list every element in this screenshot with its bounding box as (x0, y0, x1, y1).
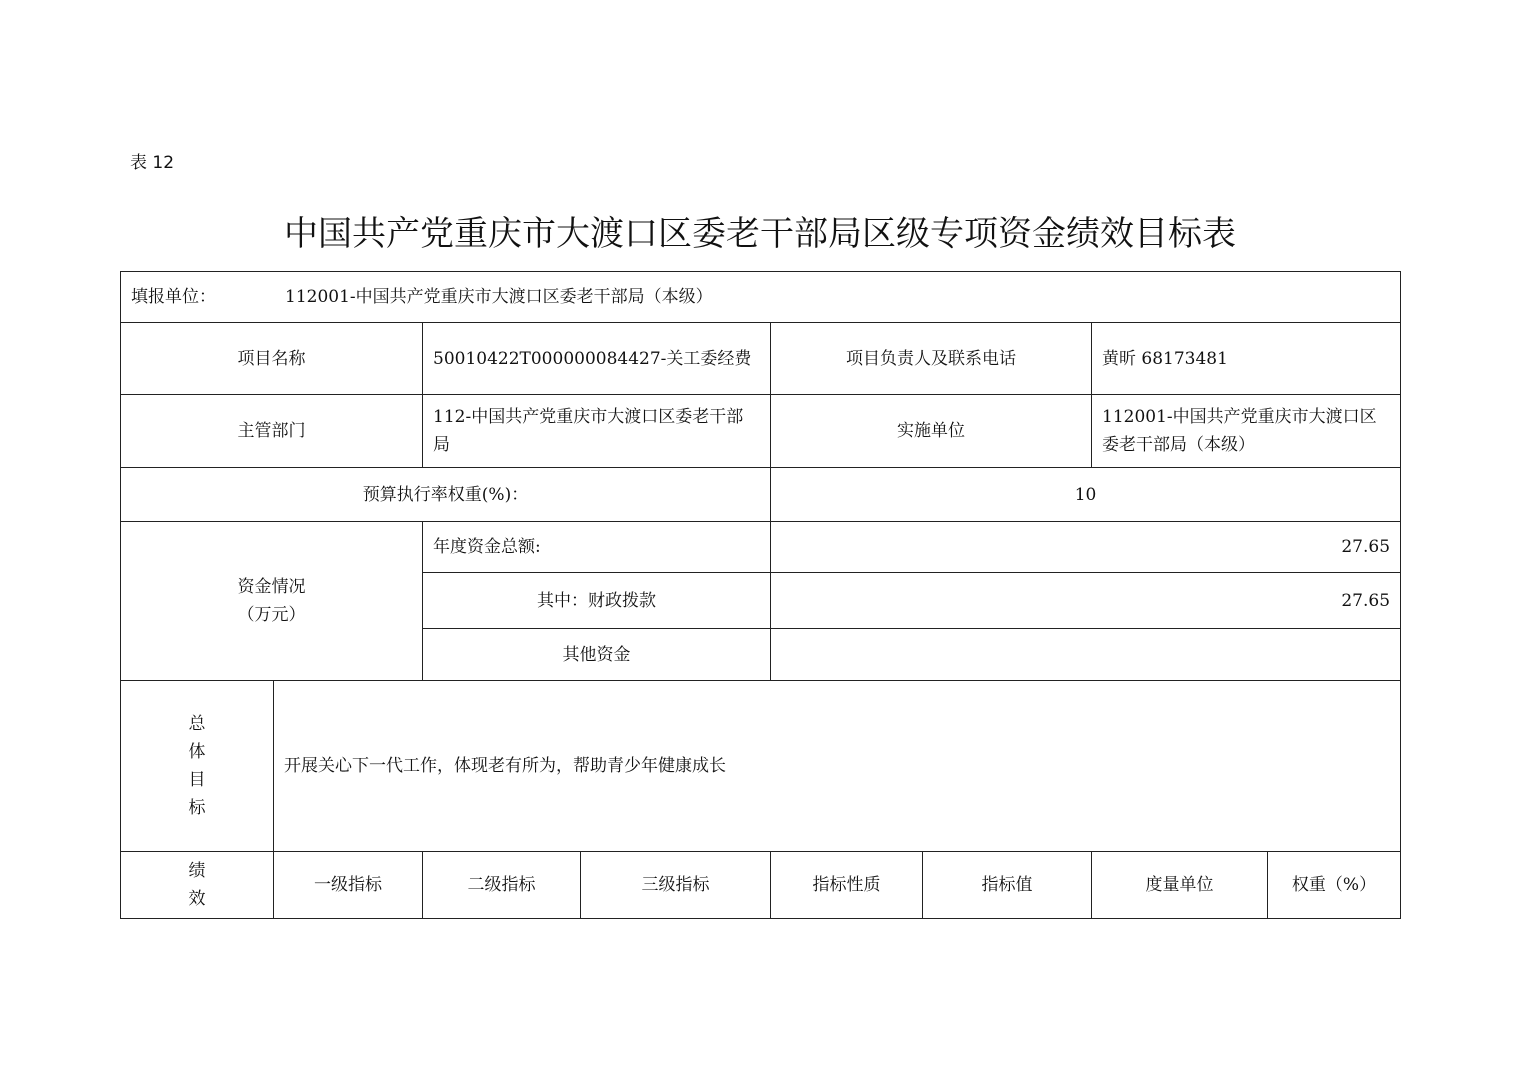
overall-goal-char: 目 (188, 770, 206, 790)
document-title: 中国共产党重庆市大渡口区委老干部局区级专项资金绩效目标表 (284, 214, 1236, 254)
overall-goal-text: 开展关心下一代工作，体现老有所为，帮助青少年健康成长 (274, 681, 1401, 852)
header-indicator-value: 指标值 (923, 852, 1092, 919)
performance-char: 绩 (188, 861, 206, 881)
fill-unit-row (121, 272, 1401, 323)
header-measure-unit: 度量单位 (1092, 852, 1268, 919)
project-owner-value: 黄昕 68173481 (1092, 323, 1401, 395)
performance-target-table (120, 271, 1401, 919)
annual-funds-value: 27.65 (771, 522, 1401, 573)
other-funds-label: 其他资金 (423, 629, 771, 681)
fiscal-funds-value: 27.65 (771, 573, 1401, 629)
fill-unit-cell (121, 272, 1401, 323)
impl-unit-value: 112001-中国共产党重庆市大渡口区委老干部局（本级） (1092, 395, 1401, 468)
funds-label (121, 522, 423, 681)
annual-funds-row (121, 522, 1401, 573)
budget-weight-row (121, 468, 1401, 522)
overall-goal-row (121, 681, 1401, 852)
impl-unit-label: 实施单位 (771, 395, 1092, 468)
overall-goal-char: 体 (188, 742, 206, 762)
department-row (121, 395, 1401, 468)
budget-weight-label: 预算执行率权重(%)： (121, 468, 771, 522)
header-indicator-nature: 指标性质 (771, 852, 923, 919)
project-owner-label: 项目负责人及联系电话 (771, 323, 1092, 395)
performance-header-row (121, 852, 1401, 919)
header-level3-indicator: 三级指标 (581, 852, 771, 919)
fiscal-funds-label: 其中：财政拨款 (423, 573, 771, 629)
performance-label (121, 852, 274, 919)
performance-char: 效 (188, 889, 206, 909)
other-funds-value (771, 629, 1401, 681)
overall-goal-label (121, 681, 274, 852)
fill-unit-value: 112001-中国共产党重庆市大渡口区委老干部局（本级） (285, 287, 713, 307)
table-number-label: 表 12 (130, 153, 175, 173)
overall-goal-char: 总 (188, 714, 206, 734)
budget-weight-value: 10 (771, 468, 1401, 522)
header-level2-indicator: 二级指标 (423, 852, 581, 919)
funds-label-line2: （万元） (237, 605, 306, 625)
project-name-value: 50010422T000000084427-关工委经费 (423, 323, 771, 395)
dept-value: 112-中国共产党重庆市大渡口区委老干部局 (423, 395, 771, 468)
header-level1-indicator: 一级指标 (274, 852, 423, 919)
project-name-label: 项目名称 (121, 323, 423, 395)
annual-funds-label: 年度资金总额: (423, 522, 771, 573)
funds-label-line1: 资金情况 (237, 577, 306, 597)
project-name-row (121, 323, 1401, 395)
dept-label: 主管部门 (121, 395, 423, 468)
overall-goal-char: 标 (188, 798, 206, 818)
fill-unit-label: 填报单位： (131, 287, 216, 307)
header-weight: 权重（%） (1268, 852, 1401, 919)
